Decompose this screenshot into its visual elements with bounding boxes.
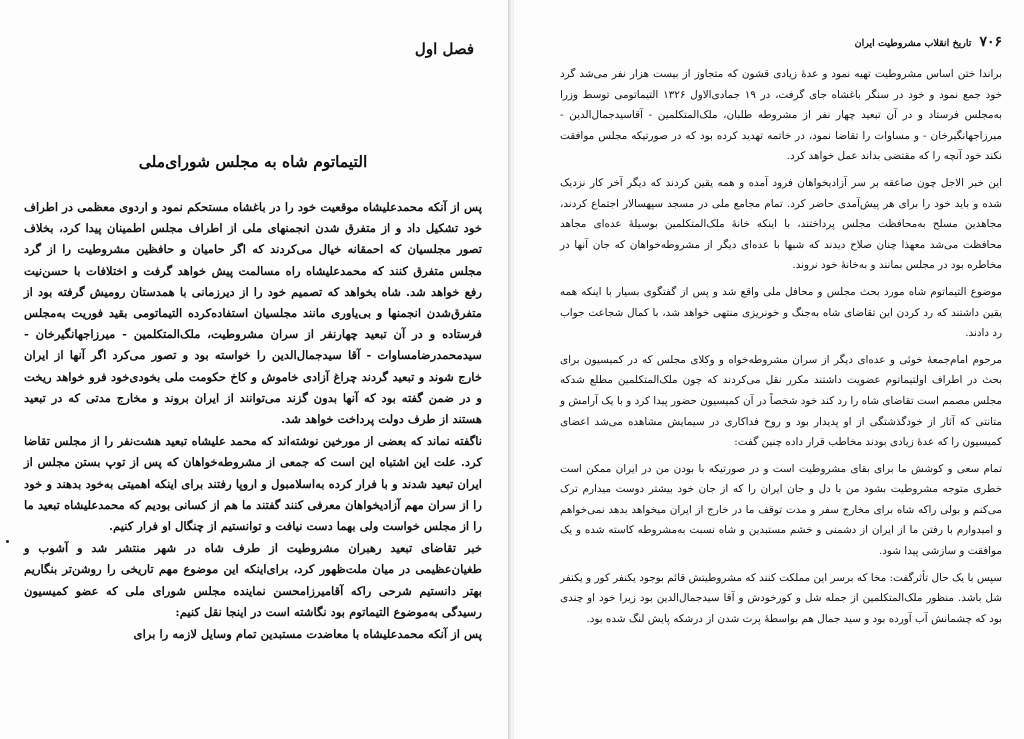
right-paragraph-5: تمام سعی و کوشش ما برای بقای مشروطیت است و در صورتیکه با بودن من در ایران ممکن است خطری متوجه مشروطیت بشود من با دل و جان ایران را که از جان خود بیشتر دوست میدارم ترک می‌کنم و بولی راکه شاه برای مخارج سفر و مدت توقف ما در خارج از ایران میخواهد بدهد نمی‌خواهم و امیدوارم با رفتن ما از ایران از دشمنی و خشم مستبدین و شاه نسبت به‌مشروطه کاسته شده و یک موافقت و سازشی پیدا شود. [560, 462, 1002, 558]
running-header [560, 34, 1002, 50]
section-title: التیماتوم شاه به مجلس شورای‌ملی [138, 152, 368, 171]
running-head-title: تاریخ انقلاب مشروطیت ایران [854, 38, 972, 49]
left-paragraph-4: پس از آنکه محمدعلیشاه با معاضدت مستبدین تمام وسایل لازمه را برای [133, 627, 482, 642]
right-paragraph-1: براندا ختن اساس مشروطیت تهیه نمود و عدهٔ زیادی قشون که متجاوز از بیست هزار نفر می‌شد گرد خود جمع نمود و خود در سنگر باغشاه جای گرفت، در ۱۹ جمادی‌الاول ۱۳۲۶ التیماتومی توسط وزرا به‌مجلس فرستاد و در آن تبعید چهار نفر از مشروطه طلبان، ملک‌المتکلمین - آقاسیدجمال‌الدین - میرزاجهانگیرخان - و مساوات را تقاضا نمود، در خاتمه تهدید کرده بود که در صورتیکه مجلس موافقت نکند خود آنچه را که مقتضی بداند عمل خواهد کرد. [560, 68, 1002, 163]
left-paragraph-1: پس از آنکه محمدعلیشاه موقعیت خود را در باغشاه مستحکم نمود و اردوی معظمی در اطراف خود تشکیل داد و از متفرق شدن انجمنهای ملی از اطراف مجلس اطمینان پیدا کرد، بخلاف تصور مجلسیان که احمقانه خیال می‌کردند که اگر حامیان و حافظین مشروطیت را از گرد مجلس متفرق کنند که محمدعلیشاه راه مسالمت پیش خواهد گرفت و اختلافات با حسن‌نیت رفع خواهد شد. شاه بخواهد که تصمیم خود را از دیرزمانی با همدستان رومیش گرفته بود از متفرق‌شدن انجمنها و بی‌یاوری مانند مجلسیان استفاده‌کرده التیماتومی بقید فوریت به‌مجلس فرستاده و در آن تبعید چهارنفر از سران مشروطیت، ملک‌المتکلمین - میرزاجهانگیرخان - سیدمحمدرضامساوات - آقا سیدجمال‌الدین را خواسته بود و تصور می‌کرد اگر آنها از ایران خارج شوند و تبعید گردند چراغ آزادی خاموش و کاخ حکومت ملی بخودی‌خود فرو خواهد ریخت و در ضمن گفته بود که آنها بدون گزند می‌توانند از ایران بروند و مخارج مدتی که در تبعید هستند از طرف دولت پرداخت خواهد شد. [24, 200, 482, 427]
margin-dot [6, 540, 9, 543]
left-page [0, 0, 510, 739]
right-paragraph-3: موضوع التیماتوم شاه مورد بحث مجلس و محافل ملی واقع شد و پس از گفتگوی بسیار با اینکه همه یقین داشتند که رد کردن این تقاضای شاه به‌جنگ و خونریزی منتهی خواهد شد، با کمال شجاعت جواب رد دادند. [560, 285, 1002, 340]
left-paragraph-2: ناگفته نماند که بعضی از مورخین نوشته‌اند که محمد علیشاه تبعید هشت‌نفر را از مجلس تقاضا کرد. علت این اشتباه این است که جمعی از مشروطه‌خواهان که پس از توپ بستن مجلس از ایران تبعید شدند و با فرار کرده به‌اسلامبول و اروپا رفتند برای اینکه اهمیتی به‌خود بدهند و خود را از سران مهم آزادیخواهان معرفی کنند گفتند ما هم از کسانی بودیم که محمدعلیشاه تبعید ما را از مجلس خواست ولی بهما دست نیافت و توانستیم از چنگال او فرار کنیم. [24, 434, 482, 534]
chapter-heading: فصل اول [414, 40, 474, 58]
right-paragraph-4: مرحوم امام‌جمعهٔ خوئی و عده‌ای دیگر از سران مشروطه‌خواه و وکلای مجلس که در کمیسیون برای بحث در اطراف اولتیماتوم عضویت داشتند مکرر نقل می‌کردند که چون ملک‌المتکلمین مطلع شدکه مجلس مصمم است تقاضای شاه را رد کند خود شخصاً در آن کمیسیون حضور پیدا کرد و با یک آرامش و متانتی که آثار از خودگذشتگی از او پدیدار بود و روح فداکاری در سیمایش مشاهده می‌شد اعضای کمیسیون را که عدهٔ زیادی بودند مخاطب قرار داده چنین گفت: [560, 353, 1002, 449]
page-number: ۷۰۶ [979, 34, 1002, 50]
right-page [514, 0, 1024, 739]
right-paragraph-6: سپس با یک حال تأثرگفت: مخا که برسر این مملکت کنند که مشروطیتش قائم بوجود یکنفر کور و یکنفر شل باشد. منظور ملک‌المتکلمین از جمله شل و کورخودش و آقا سیدجمال‌الدین بود زیرا خود او چندی بود که چشمانش آب آورده بود و سید جمال هم بواسطهٔ پرت شدن از درشکه پایش لنگ شده بود. [560, 571, 1002, 625]
left-paragraph-3: خبر تقاضای تبعید رهبران مشروطیت از طرف شاه در شهر منتشر شد و آشوب و طغیان‌عظیمی در میان ملت‌ظهور کرد، برای‌اینکه این موضوع مهم تاریخی را روشن‌تر بنگاریم بهتر دانستیم شرحی راکه آقامیرزامحسن نماینده مجلس شورای ملی که عضو کمیسیون رسیدگی به‌موضوع التیماتوم بود نگاشته است در اینجا نقل کنیم: [24, 541, 482, 619]
right-paragraph-2: این خبر الاجل چون صاعقه بر سر آزادیخواهان فرود آمده و همه یقین کردند که دیگر آخر کار نزدیک شده و باید خود را برای هر پیش‌آمدی حاضر کرد. تمام مجامع ملی در مسجد سپهسالار اجتماع کردند، مجاهدین مسلح به‌محافظت مجلس پرداختند، با اینکه خانهٔ ملک‌المتکلمین بوسیلهٔ عده‌ای مجاهد محافظت می‌شد معهذا چنان صلاح دیدند که شبها با عده‌ای دیگر از مشروطه‌خواهان که جان آنها در مخاطره بود در مجلس بمانند و به‌خانهٔ خود نروند. [560, 176, 1002, 272]
